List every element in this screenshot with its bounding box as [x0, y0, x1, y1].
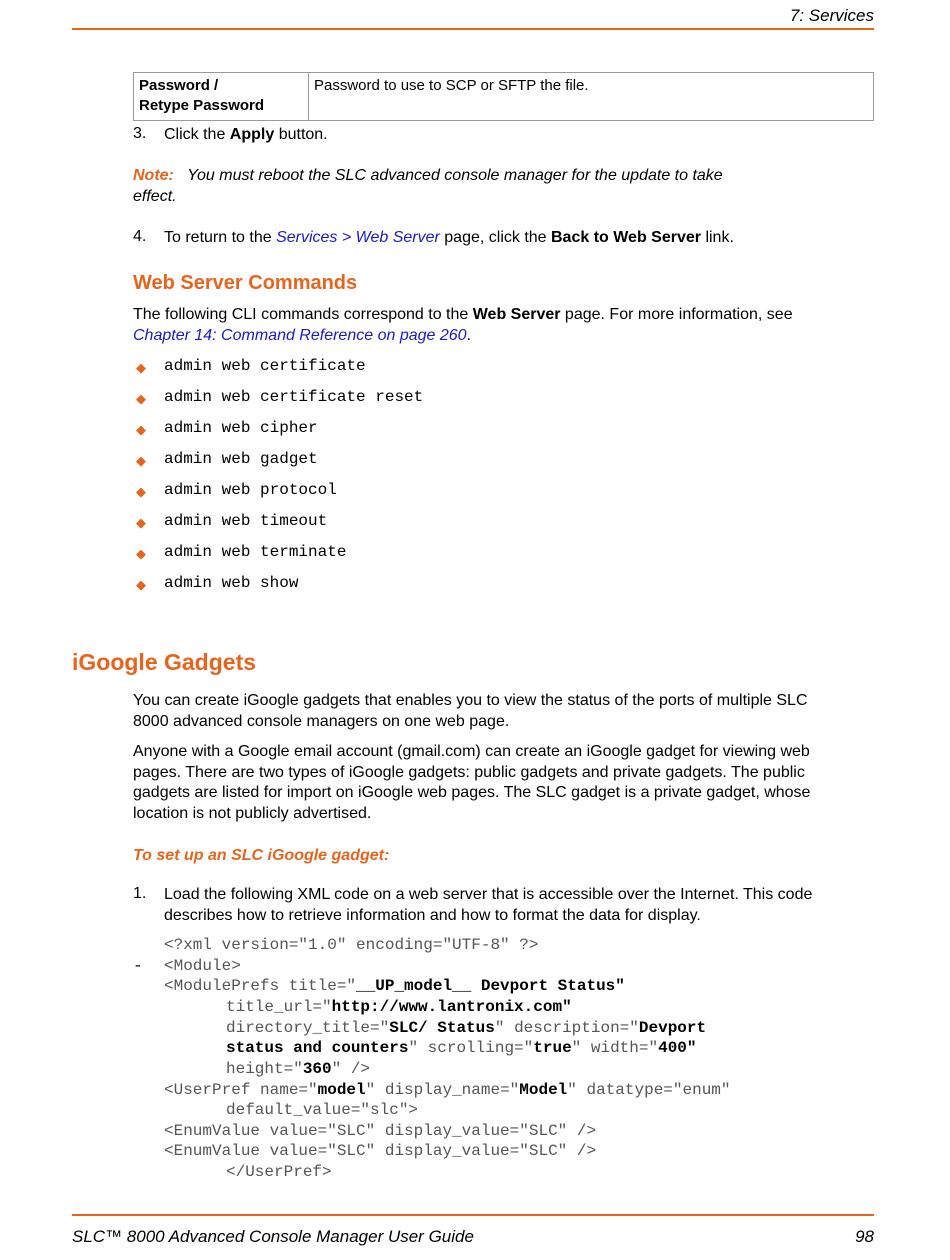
code-seg: <ModulePrefs title="	[164, 977, 357, 995]
header-rule	[72, 28, 874, 30]
section-heading: Web Server Commands	[133, 272, 358, 294]
code-line: <EnumValue value="SLC" display_value="SLC" />	[164, 1122, 597, 1140]
table-key-line2: Retype Password	[139, 97, 265, 114]
table-row	[134, 73, 874, 121]
code-line	[164, 977, 625, 995]
code-line: </UserPref>	[226, 1163, 332, 1181]
back-to-web-server-label: Back to Web Server	[551, 229, 701, 246]
code-seg: "	[615, 977, 625, 995]
table-value: Password to use to SCP or SFTP the file.	[309, 73, 874, 121]
code-line	[226, 1019, 706, 1037]
igoogle-para-1	[133, 691, 873, 732]
step-text: To return to the	[164, 229, 277, 246]
code-seg: <UserPref name="	[164, 1081, 318, 1099]
note	[133, 166, 793, 207]
bullet-icon: ◆	[136, 546, 146, 561]
procedure-heading: To set up an SLC iGoogle gadget:	[133, 847, 390, 864]
running-header: 7: Services	[789, 6, 874, 25]
para-line: gadgets are listed for import on iGoogle web pages. The SLC gadget is a private gadget, whose	[133, 784, 811, 801]
code-line	[226, 1039, 697, 1057]
commands-intro	[133, 305, 873, 346]
footer-title: SLC™ 8000 Advanced Console Manager User Guide	[72, 1227, 474, 1246]
para-line: Anyone with a Google email account (gmail.com) can create an iGoogle gadget for viewing web	[133, 743, 810, 760]
igoogle-para-2	[133, 742, 873, 824]
step-text: page, click the	[439, 229, 551, 246]
command-item: admin web certificate reset	[164, 388, 424, 406]
code-line: <EnumValue value="SLC" display_value="SLC" />	[164, 1142, 597, 1160]
apply-label: Apply	[229, 126, 275, 143]
code-seg: " datatype="enum"	[567, 1081, 731, 1099]
code-value: 400	[658, 1039, 687, 1057]
code-seg: height="	[226, 1060, 303, 1078]
command-item: admin web gadget	[164, 450, 318, 468]
para-line: You can create iGoogle gadgets that enables you to view the status of the ports of multiple SLC	[133, 692, 808, 709]
command-item: admin web certificate	[164, 357, 366, 375]
footer-rule	[72, 1214, 874, 1216]
step-text: Click the	[164, 126, 230, 143]
code-line: <Module>	[164, 957, 241, 975]
code-value: status and counters	[226, 1039, 409, 1057]
step-number: 3.	[133, 125, 147, 142]
step-text: link.	[701, 229, 734, 246]
bullet-icon: ◆	[136, 577, 146, 592]
bullet-icon: ◆	[136, 453, 146, 468]
bullet-icon: ◆	[136, 422, 146, 437]
step-1-text	[164, 885, 874, 926]
code-line	[226, 1060, 370, 1078]
code-seg: " />	[331, 1060, 371, 1078]
note-label: Note:	[133, 167, 174, 184]
code-seg: " scrolling="	[408, 1039, 534, 1057]
page-number: 98	[855, 1227, 874, 1246]
step-line: describes how to retrieve information and how to format the data for display.	[164, 906, 701, 924]
code-value: model	[317, 1081, 366, 1099]
parameter-table	[133, 72, 874, 121]
command-item: admin web cipher	[164, 419, 318, 437]
command-item: admin web timeout	[164, 512, 328, 530]
code-value: http://www.lantronix.com	[331, 998, 563, 1016]
intro-text: .	[466, 326, 471, 344]
code-line	[164, 1081, 731, 1099]
code-line: default_value="slc">	[226, 1101, 419, 1119]
bullet-icon: ◆	[136, 360, 146, 375]
code-seg: "	[686, 1039, 697, 1057]
code-value: 360	[302, 1060, 332, 1078]
note-text-2: effect.	[133, 187, 177, 205]
note-text: You must reboot the SLC advanced console manager for the update to take	[187, 167, 723, 184]
code-seg: title_url="	[226, 998, 332, 1016]
code-line	[226, 998, 572, 1016]
services-web-server-link[interactable]: Services > Web Server	[276, 229, 440, 246]
collapse-dash[interactable]: -	[133, 957, 143, 975]
bullet-icon: ◆	[136, 484, 146, 499]
code-line: <?xml version="1.0" encoding="UTF-8" ?>	[164, 936, 539, 954]
code-value: __UP_model__ Devport Status	[356, 977, 616, 995]
code-seg: " display_name="	[365, 1081, 520, 1099]
code-seg: "	[562, 998, 572, 1016]
table-key	[134, 73, 309, 121]
step-number: 4.	[133, 228, 147, 245]
step-3-text	[164, 125, 874, 146]
intro-bold: Web Server	[472, 306, 561, 323]
code-seg: directory_title="	[226, 1019, 390, 1037]
bullet-icon: ◆	[136, 515, 146, 530]
command-item: admin web protocol	[164, 481, 337, 499]
para-line: 8000 advanced console managers on one web page.	[133, 712, 510, 730]
intro-text: page. For more information, see	[560, 306, 793, 323]
step-line: Load the following XML code on a web server that is accessible over the Internet. This code	[164, 886, 813, 903]
para-line: pages. There are two types of iGoogle gadgets: public gadgets and private gadgets. The public	[133, 763, 805, 781]
step-text: button.	[274, 126, 328, 143]
code-value: Devport	[638, 1019, 707, 1037]
chapter-14-link[interactable]: Chapter 14: Command Reference on page 260	[133, 326, 467, 344]
step-4-text	[164, 228, 874, 249]
para-line: location is not publicly advertised.	[133, 804, 372, 822]
code-seg: " width="	[571, 1039, 659, 1057]
command-item: admin web show	[164, 574, 299, 592]
command-item: admin web terminate	[164, 543, 347, 561]
code-value: Model	[519, 1081, 568, 1099]
code-value: SLC/ Status	[389, 1019, 495, 1037]
chapter-heading: iGoogle Gadgets	[72, 649, 257, 675]
bullet-icon: ◆	[136, 391, 146, 406]
step-number: 1.	[133, 885, 147, 902]
code-value: true	[533, 1039, 572, 1057]
intro-text: The following CLI commands correspond to the	[133, 306, 473, 323]
table-key-line1: Password /	[139, 77, 219, 94]
code-seg: " description="	[494, 1019, 639, 1037]
